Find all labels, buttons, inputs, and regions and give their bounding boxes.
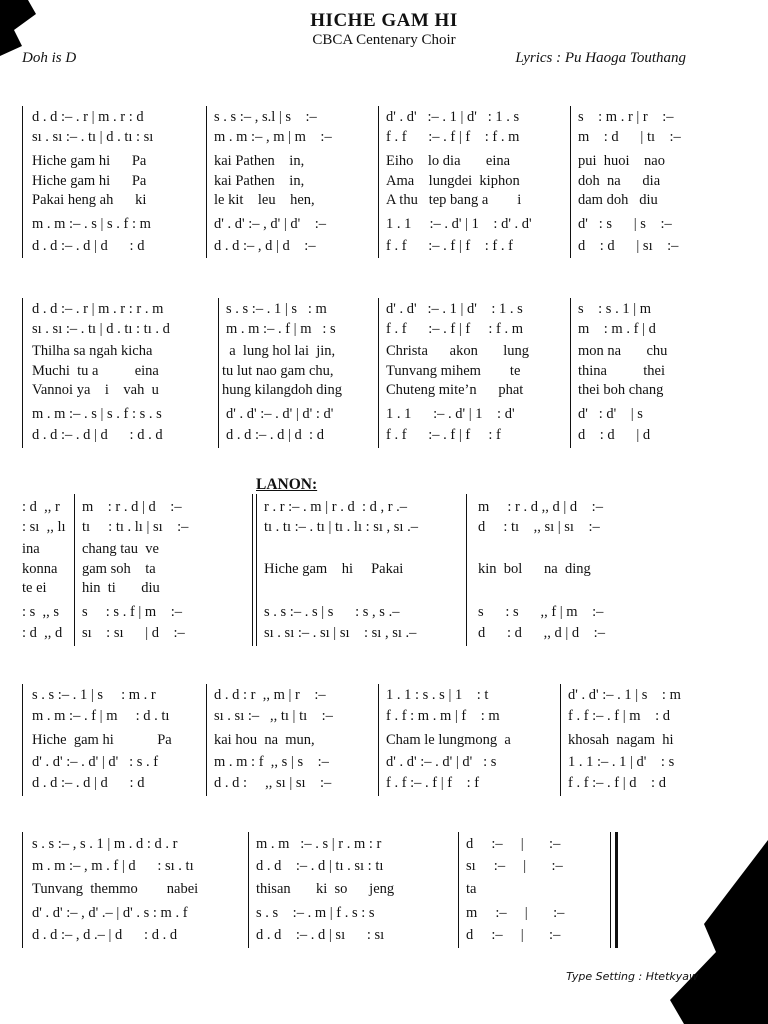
alto-notes: sı . sı :– . tı | d . tı : tı . d <box>32 321 170 337</box>
tenor-notes: 1 . 1 :– . d' | 1 : d' <box>386 406 515 422</box>
song-subtitle: CBCA Centenary Choir <box>312 32 456 48</box>
tenor-notes: m . m : f ,, s | s :– <box>214 754 329 770</box>
barline <box>256 494 257 646</box>
soprano-notes: d' . d' :– . 1 | d' : 1 . s <box>386 109 520 125</box>
bass-notes: d . d :– . d | d : d <box>226 427 324 443</box>
bass-notes: d :– | :– <box>466 927 561 943</box>
alto-notes: : sı ,, lı <box>22 519 66 535</box>
lyric: kai hou na mun, <box>214 732 315 748</box>
bass-notes: d . d :– . d | sı : sı <box>256 927 385 943</box>
tenor-notes: m . m :– . s | s . f : s . s <box>32 406 162 422</box>
soprano-notes: r . r :– . m | r . d : d , r .– <box>264 499 408 515</box>
alto-notes: m : m . f | d <box>578 321 656 337</box>
bass-notes: d : d | d <box>578 427 651 443</box>
barline <box>252 494 253 646</box>
soprano-notes: s . s :– . 1 | s : m <box>226 301 327 317</box>
bass-notes: d . d : ,, sı | sı :– <box>214 775 332 791</box>
alto-notes: f . f :– . f | f : f . m <box>386 129 520 145</box>
typesetting-credit: Type Setting : Htetkyaw <box>566 970 698 983</box>
soprano-notes: d' . d' :– . 1 | d' : 1 . s <box>386 301 523 317</box>
soprano-notes: d . d : r ,, m | r :– <box>214 687 326 703</box>
bass-notes: d . d :– , d .– | d : d . d <box>32 927 178 943</box>
alto-notes: tı . tı :– . tı | tı . lı : sı , sı .– <box>264 519 418 535</box>
lyric-verse-1: Christa akon lung <box>386 343 529 359</box>
barline <box>22 832 23 948</box>
barline <box>206 684 207 796</box>
lyric-verse-2: Hiche gam hi Pa <box>32 173 147 189</box>
tenor-notes: d' . d' :– . d' | d' : s . f <box>32 754 159 770</box>
soprano-notes: d :– | :– <box>466 836 561 852</box>
soprano-notes: s . s :– , s . 1 | m . d : d . r <box>32 836 178 852</box>
alto-notes: d . d :– . d | tı . sı : tı <box>256 858 384 874</box>
bass-notes: d : d | sı :– <box>578 238 679 254</box>
lyric: Hiche gam hi Pa <box>32 732 172 748</box>
alto-notes: f . f :– . f | m : d <box>568 708 670 724</box>
alto-notes: sı . sı :– ,, tı | tı :– <box>214 708 333 724</box>
lyric: khosah nagam hi <box>568 732 674 748</box>
barline <box>570 298 571 448</box>
barline <box>570 106 571 258</box>
soprano-notes: m . m :– . s | r . m : r <box>256 836 382 852</box>
bass-notes: f . f :– . f | f : f <box>386 427 501 443</box>
final-barline-thick <box>615 832 618 948</box>
tenor-notes: d' : s | s :– <box>578 216 672 232</box>
lyric: Tunvang themmo nabei <box>32 881 199 897</box>
barline <box>466 494 467 646</box>
lyric-verse-3: dam doh diu <box>578 192 658 208</box>
tenor-notes: m :– | :– <box>466 905 565 921</box>
lyric-verse-3: Vannoi ya i vah u <box>32 382 159 398</box>
lyric-verse-1: pui huoi nao <box>578 153 665 169</box>
tenor-notes: s : s . f | m :– <box>82 604 182 620</box>
barline <box>458 832 459 948</box>
alto-notes: sı . sı :– . tı | d . tı : sı <box>32 129 154 145</box>
lyric-verse-3: te ei <box>22 580 47 596</box>
lyric-verse-2: konna <box>22 561 58 577</box>
bass-notes: sı : sı | d :– <box>82 625 185 641</box>
lyric-verse-2: Tunvang mihem te <box>386 363 521 379</box>
lyric-verse-3: A thu tep bang a i <box>386 192 522 208</box>
bass-notes: f . f :– . f | f : f . f <box>386 238 513 254</box>
bass-notes: d . d :– . d | d : d <box>32 238 145 254</box>
alto-notes: f . f : m . m | f : m <box>386 708 500 724</box>
lyric-verse-2: Ama lungdei kiphon <box>386 173 520 189</box>
soprano-notes: 1 . 1 : s . s | 1 : t <box>386 687 489 703</box>
lyric: thisan ki so jeng <box>256 881 395 897</box>
soprano-notes: m : r . d | d :– <box>82 499 182 515</box>
lyric-chorus: kin bol na ding <box>478 561 591 577</box>
alto-notes: m . m :– , m . f | d : sı . tı <box>32 858 194 874</box>
tenor-notes: 1 . 1 :– . 1 | d' : s <box>568 754 675 770</box>
barline <box>560 684 561 796</box>
tenor-notes: d' . d' :– . d' | d' : d' <box>226 406 334 422</box>
bass-notes: d : d ,, d | d :– <box>478 625 605 641</box>
lyric-verse-2: doh na dia <box>578 173 661 189</box>
bass-notes: d . d :– . d | d : d <box>32 775 145 791</box>
tenor-notes: d' . d' :– , d' .– | d' . s : m . f <box>32 905 188 921</box>
alto-notes: sı :– | :– <box>466 858 563 874</box>
bass-notes: sı . sı :– . sı | sı : sı , sı .– <box>264 625 417 641</box>
key-signature: Doh is D <box>22 50 77 66</box>
bass-notes: d . d :– , d | d :– <box>214 238 316 254</box>
lyric-verse-3: Pakai heng ah ki <box>32 192 147 208</box>
soprano-notes: s . s :– . 1 | s : m . r <box>32 687 156 703</box>
lyric-verse-3: hung kilangdoh ding <box>222 382 343 398</box>
lyric-verse-1: Thilha sa ngah kicha <box>32 343 153 359</box>
lyric-verse-3: Chuteng mite’n phat <box>386 382 524 398</box>
lyric-verse-1: Hiche gam hi Pa <box>32 153 147 169</box>
tenor-notes: : s ,, s <box>22 604 60 620</box>
soprano-notes: d' . d' :– . 1 | s : m <box>568 687 681 703</box>
soprano-notes: d . d :– . r | m . r : d <box>32 109 144 125</box>
tenor-notes: m . m :– . s | s . f : m <box>32 216 151 232</box>
bass-notes: f . f :– . f | f : f <box>386 775 480 791</box>
alto-notes: f . f :– . f | f : f . m <box>386 321 524 337</box>
soprano-notes: d . d :– . r | m . r : r . m <box>32 301 164 317</box>
barline <box>378 684 379 796</box>
tenor-notes: s . s :– . s | s : s , s .– <box>264 604 400 620</box>
barline <box>378 298 379 448</box>
lyric-verse-1: mon na chu <box>578 343 668 359</box>
bass-notes: : d ,, d <box>22 625 63 641</box>
chorus-heading: LANON: <box>256 476 318 493</box>
alto-notes: m : d | tı :– <box>578 129 681 145</box>
lyric-verse-1: Eiho lo dia eina <box>386 153 511 169</box>
bottom-right-corner-ornament <box>670 840 768 1024</box>
soprano-notes: s . s :– , s.l | s :– <box>214 109 317 125</box>
alto-notes: m . m :– . f | m : d . tı <box>32 708 170 724</box>
barline <box>206 106 207 258</box>
soprano-notes: : d ,, r <box>22 499 60 515</box>
lyric-verse-2: kai Pathen in, <box>214 173 305 189</box>
bass-notes: f . f :– . f | d : d <box>568 775 666 791</box>
song-title: HICHE GAM HI <box>310 10 458 31</box>
lyric-verse-1: a lung hol lai jin, <box>222 343 336 359</box>
lyric-verse-3: hin ti diu <box>82 580 160 596</box>
alto-notes: tı : tı . lı | sı :– <box>82 519 189 535</box>
barline <box>22 298 23 448</box>
lyric-verse-1: chang tau ve <box>82 541 159 557</box>
lyric: Cham le lungmong a <box>386 732 511 748</box>
lyric: ta <box>466 881 477 897</box>
lyric-verse-3: le kit leu hen, <box>214 192 315 208</box>
barline <box>74 494 75 646</box>
soprano-notes: m : r . d ,, d | d :– <box>478 499 603 515</box>
tenor-notes: s : s ,, f | m :– <box>478 604 604 620</box>
lyric-verse-1: ina <box>22 541 40 557</box>
bass-notes: d . d :– . d | d : d . d <box>32 427 163 443</box>
alto-notes: d : tı ,, sı | sı :– <box>478 519 600 535</box>
soprano-notes: s : m . r | r :– <box>578 109 674 125</box>
lyric-verse-1: kai Pathen in, <box>214 153 305 169</box>
alto-notes: m . m :– . f | m : s <box>226 321 336 337</box>
barline <box>378 106 379 258</box>
lyric-verse-2: tu lut nao gam chu, <box>222 363 334 379</box>
tenor-notes: 1 . 1 :– . d' | 1 : d' . d' <box>386 216 532 232</box>
lyric-chorus: Hiche gam hi Pakai <box>264 561 404 577</box>
lyric-verse-2: thina thei <box>578 363 665 379</box>
lyricist-credit: Lyrics : Pu Haoga Touthang <box>515 50 686 66</box>
lyric-verse-2: Muchi tu a eina <box>32 363 159 379</box>
alto-notes: m . m :– , m | m :– <box>214 129 332 145</box>
tenor-notes: d' : d' | s <box>578 406 643 422</box>
lyric-verse-3: thei boh chang <box>578 382 664 398</box>
tenor-notes: d' . d' :– , d' | d' :– <box>214 216 327 232</box>
barline <box>248 832 249 948</box>
tenor-notes: d' . d' :– . d' | d' : s <box>386 754 497 770</box>
tenor-notes: s . s :– . m | f . s : s <box>256 905 375 921</box>
soprano-notes: s : s . 1 | m <box>578 301 651 317</box>
final-barline-thin <box>610 832 611 948</box>
barline <box>22 684 23 796</box>
barline <box>22 106 23 258</box>
barline <box>218 298 219 448</box>
lyric-verse-2: gam soh ta <box>82 561 156 577</box>
